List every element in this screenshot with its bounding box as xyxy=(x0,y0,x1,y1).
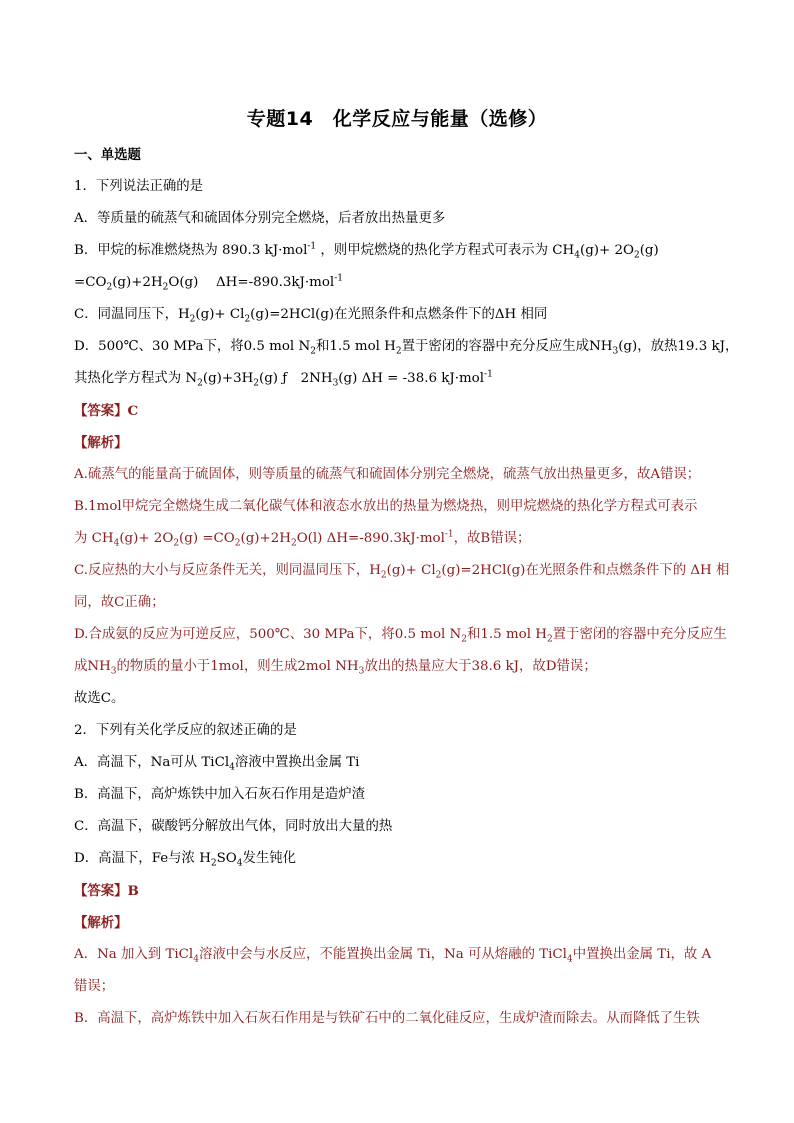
q2-option-c: C．高温下，碳酸钙分解放出气体，同时放出大量的热 xyxy=(74,819,393,834)
q1-explanation-c-line1: C.反应热的大小与反应条件无关，则同温同压下，$H_2(g)+ Cl_2(g)=2HCl(g)$在光照条件和点燃条件下的 ΔH 相 xyxy=(74,563,730,581)
q1-stem: 1．下列说法正确的是 xyxy=(74,179,204,194)
q1-explanation-a: A.硫蒸气的能量高于硫固体，则等质量的硫蒸气和硫固体分别完全燃烧，硫蒸气放出热量更多，故A错误； xyxy=(74,467,701,482)
q1-explanation-b-line2: 为 $CH_4(g)+ 2O_2(g) =CO_2(g)+2H_2O(l)$ ΔH=-890.3kJ·mol$^{-1}$，故B错误； xyxy=(74,529,531,549)
q2-answer: 【答案】B xyxy=(74,883,139,899)
q1-explanation-d-line1: D.合成氨的反应为可逆反应，500℃、30 MPa下，将0.5 mol $N_2$和1.5 mol $H_2$置于密闭的容器中充分反应生 xyxy=(74,627,727,645)
q1-conclusion: 故选C。 xyxy=(74,691,125,706)
q1-option-b-line1: B．甲烷的标准燃烧热为 890.3 kJ·mol$^{-1}$ ，则甲烷燃烧的热化学方程式可表示为 $CH_4(g)+ 2O_2(g)$ xyxy=(74,241,659,261)
q1-option-d-line2: 其热化学方程式为 $N_2(g)+3H_2(g)$ ƒ $2NH_3(g) \Delta H = -38.6$ kJ·mol$^{-1}$ xyxy=(74,369,493,389)
q1-option-c: C．同温同压下，$H_2(g)+ Cl_2(g)=2HCl(g)$在光照条件和点燃条件下的ΔH 相同 xyxy=(74,307,548,325)
q1-analysis-heading: 【解析】 xyxy=(74,435,128,451)
section-heading: 一、单选题 xyxy=(74,147,141,163)
q2-explanation-b: B．高温下，高炉炼铁中加入石灰石作用是与铁矿石中的二氧化硅反应，生成炉渣而除去。从而降低了生铁 xyxy=(74,1011,700,1026)
q1-explanation-c-line2: 同，故C正确； xyxy=(74,595,165,610)
q2-stem: 2．下列有关化学反应的叙述正确的是 xyxy=(74,723,297,738)
q2-explanation-a-line1: A．Na 加入到 TiCl$_4$溶液中会与水反应，不能置换出金属 Ti，Na 可从熔融的 TiCl$_4$中置换出金属 Ti，故 A xyxy=(74,947,712,965)
q1-explanation-b-line1: B.1mol甲烷完全燃烧生成二氧化碳气体和液态水放出的热量为燃烧热，则甲烷燃烧的热化学方程式可表示 xyxy=(74,499,698,514)
q2-analysis-heading: 【解析】 xyxy=(74,915,128,931)
q2-option-a: A．高温下，Na可从 TiCl$_4$溶液中置换出金属 Ti xyxy=(74,755,360,773)
q2-option-d: D．高温下，Fe与浓 $H_2SO_4$发生钝化 xyxy=(74,851,297,869)
page-title: 专题14 化学反应与能量（选修） xyxy=(246,108,548,130)
q1-option-a: A．等质量的硫蒸气和硫固体分别完全燃烧，后者放出热量更多 xyxy=(74,211,446,226)
q1-answer: 【答案】C xyxy=(74,403,139,419)
q2-explanation-a-line2: 错误； xyxy=(74,979,115,994)
q1-option-b-line2: $=CO_2(g)+2H_2O(g)$ ΔH=-890.3kJ·mol$^{-1}$ xyxy=(74,273,343,293)
q1-option-d-line1: D．500℃、30 MPa下，将0.5 mol $N_2$和1.5 mol $H_2$置于密闭的容器中充分反应生成$NH_3(g)$，放热19.3 kJ， xyxy=(74,339,739,357)
q1-explanation-d-line2: 成$NH_3$的物质的量小于1mol，则生成2mol $NH_3$放出的热量应大于38.6 kJ，故D错误； xyxy=(74,659,597,677)
q2-option-b: B．高温下，高炉炼铁中加入石灰石作用是造炉渣 xyxy=(74,787,366,802)
